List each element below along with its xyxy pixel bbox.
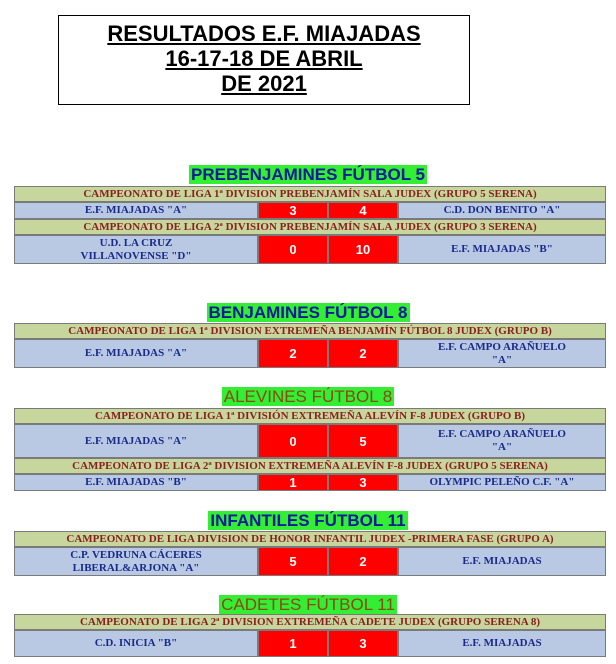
home-score: 0 xyxy=(258,424,328,458)
home-team: C.P. VEDRUNA CÁCERES LIBERAL&ARJONA "A" xyxy=(14,547,258,576)
section-heading-cadetes xyxy=(0,595,616,615)
section-heading-prebenjamines xyxy=(0,165,616,185)
away-team: C.D. DON BENITO "A" xyxy=(398,202,606,219)
section-heading-text: CADETES FÚTBOL 11 xyxy=(221,595,395,614)
home-score: 0 xyxy=(258,235,328,264)
away-score: 3 xyxy=(328,630,398,657)
home-score: 5 xyxy=(258,547,328,576)
match-row xyxy=(14,424,606,458)
away-team: E.F. CAMPO ARAÑUELO "A" xyxy=(398,339,606,368)
home-team: E.F. MIAJADAS "A" xyxy=(14,339,258,368)
away-team: E.F. MIAJADAS "B" xyxy=(398,235,606,264)
away-team: E.F. CAMPO ARAÑUELO "A" xyxy=(398,424,606,458)
section-heading-text: BENJAMINES FÚTBOL 8 xyxy=(208,303,408,322)
competition-header: CAMPEONATO DE LIGA 1ª DIVISIÓN EXTREMEÑA ALEVÍN F-8 JUDEX (GRUPO B) xyxy=(14,408,606,424)
competition-header: CAMPEONATO DE LIGA 2ª DIVISION EXTREMEÑA CADETE JUDEX (GRUPO SERENA 8) xyxy=(14,614,606,630)
competition-header: CAMPEONATO DE LIGA 2ª DIVISION EXTREMEÑA ALEVÍN F-8 JUDEX (GRUPO 5 SERENA) xyxy=(14,458,606,474)
title-line-3: DE 2021 xyxy=(221,71,307,96)
competition-header: CAMPEONATO DE LIGA 2ª DIVISION PREBENJAMÍN SALA JUDEX (GRUPO 3 SERENA) xyxy=(14,219,606,235)
section-heading-text: INFANTILES FÚTBOL 11 xyxy=(210,511,406,530)
match-row xyxy=(14,474,606,491)
title-box xyxy=(58,15,470,105)
away-score: 4 xyxy=(328,202,398,219)
section-heading-text: PREBENJAMINES FÚTBOL 5 xyxy=(191,165,425,184)
match-row xyxy=(14,630,606,657)
section-heading-text: ALEVINES FÚTBOL 8 xyxy=(223,387,393,406)
home-score: 1 xyxy=(258,474,328,491)
competition-header: CAMPEONATO DE LIGA 1ª DIVISION EXTREMEÑA BENJAMÍN FÚTBOL 8 JUDEX (GRUPO B) xyxy=(14,323,606,339)
match-row xyxy=(14,235,606,264)
home-team: E.F. MIAJADAS "A" xyxy=(14,424,258,458)
away-score: 2 xyxy=(328,547,398,576)
away-team: OLYMPIC PELEÑO C.F. "A" xyxy=(398,474,606,491)
match-row xyxy=(14,339,606,368)
away-score: 5 xyxy=(328,424,398,458)
section-heading-infantiles xyxy=(0,511,616,531)
section-heading-benjamines xyxy=(0,303,616,323)
home-score: 2 xyxy=(258,339,328,368)
away-score: 2 xyxy=(328,339,398,368)
title-line-2: 16-17-18 DE ABRIL xyxy=(165,46,363,71)
title-line-1: RESULTADOS E.F. MIAJADAS xyxy=(107,21,421,46)
home-team: C.D. INICIA "B" xyxy=(14,630,258,657)
away-score: 3 xyxy=(328,474,398,491)
match-row xyxy=(14,547,606,576)
home-team: E.F. MIAJADAS "A" xyxy=(14,202,258,219)
section-heading-alevines xyxy=(0,387,616,407)
away-team: E.F. MIAJADAS xyxy=(398,547,606,576)
away-team: E.F. MIAJADAS xyxy=(398,630,606,657)
competition-header: CAMPEONATO DE LIGA DIVISION DE HONOR INFANTIL JUDEX -PRIMERA FASE (GRUPO A) xyxy=(14,531,606,547)
home-score: 3 xyxy=(258,202,328,219)
away-score: 10 xyxy=(328,235,398,264)
competition-header: CAMPEONATO DE LIGA 1ª DIVISION PREBENJAMÍN SALA JUDEX (GRUPO 5 SERENA) xyxy=(14,186,606,202)
home-score: 1 xyxy=(258,630,328,657)
home-team: E.F. MIAJADAS "B" xyxy=(14,474,258,491)
home-team: U.D. LA CRUZ VILLANOVENSE "D" xyxy=(14,235,258,264)
match-row xyxy=(14,202,606,219)
